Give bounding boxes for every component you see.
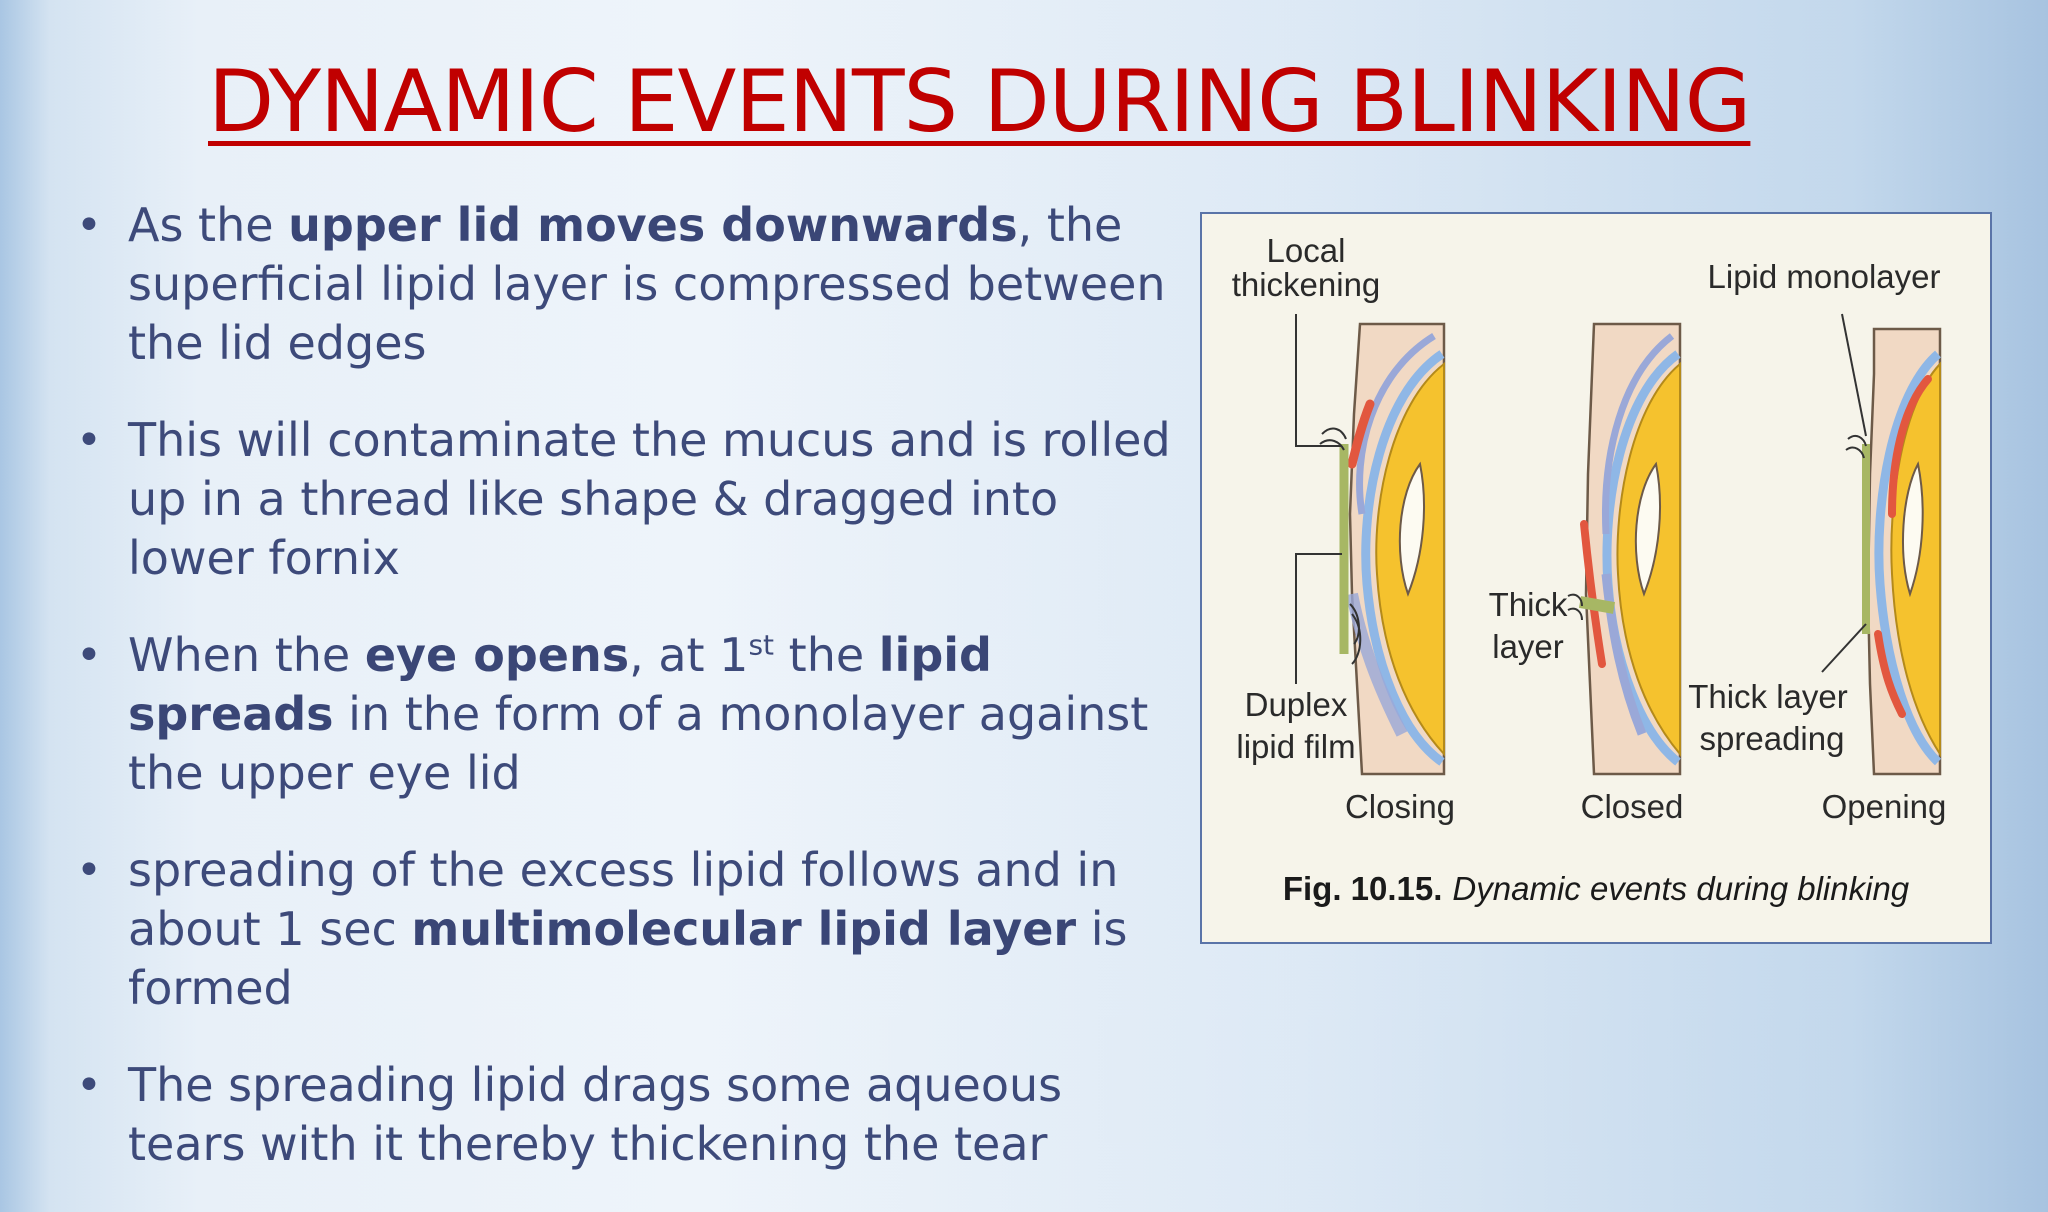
bullet-item-2 (76, 411, 1176, 588)
bullet-dot-icon: • (76, 200, 102, 251)
label-local-line2: thickening (1231, 266, 1381, 303)
bullet-3-superscript: st (748, 628, 775, 662)
bullet-4-text-pre: spreading of the excess lipid follows and in about 1 sec (128, 843, 1119, 956)
bullet-3-bold-2: lipid spreads (128, 628, 992, 741)
bullet-dot-icon: • (76, 415, 102, 466)
bullet-3-bold-1: eye opens (364, 628, 630, 682)
bullet-1-text-post: , the superficial lipid layer is compressed between the lid edges (128, 198, 1166, 370)
label-closing: Closing (1344, 788, 1456, 825)
bullet-item-4 (76, 841, 1176, 1018)
closed-eye-drawing (1568, 324, 1680, 774)
bullet-dot-icon: • (76, 845, 102, 896)
bullet-5-text: The spreading lipid drags some aqueous tears with it thereby thickening the tear (128, 1058, 1063, 1171)
bullet-1-text-pre: As the (128, 198, 289, 252)
bullet-list (76, 196, 1176, 1212)
label-local-line1: Local (1266, 232, 1346, 269)
bullet-3-text-mid: , at 1 (629, 628, 749, 682)
bullet-3-text-pre: When the (128, 628, 365, 682)
label-thick-line2: layer (1492, 628, 1564, 665)
bullet-item-3 (76, 626, 1176, 803)
slide-title: DYNAMIC EVENTS DURING BLINKING (208, 52, 1751, 152)
label-thick-spreading-line1: Thick layer (1688, 678, 1848, 715)
label-lipid-monolayer: Lipid monolayer (1707, 258, 1941, 295)
label-closed: Closed (1580, 788, 1684, 825)
bullet-dot-icon: • (76, 1060, 102, 1111)
blinking-diagram (1202, 214, 1990, 942)
bullet-dot-icon: • (76, 630, 102, 681)
figure-caption-number: Fig. 10.15. (1282, 870, 1443, 907)
label-duplex-line2: lipid film (1236, 728, 1356, 765)
blinking-figure (1200, 212, 1992, 944)
bullet-item-1 (76, 196, 1176, 373)
figure-caption-text: Dynamic events during blinking (1452, 870, 1910, 907)
bullet-2-text: This will contaminate the mucus and is rolled up in a thread like shape & dragged into lower fornix (128, 413, 1171, 585)
bullet-4-text-post: is formed (128, 902, 1128, 1015)
bullet-1-bold: upper lid moves downwards (288, 198, 1018, 252)
bullet-4-bold: multimolecular lipid layer (411, 902, 1077, 956)
bullet-item-5 (76, 1056, 1176, 1174)
label-opening: Opening (1821, 788, 1947, 825)
label-thick-spreading-line2: spreading (1699, 720, 1845, 757)
figure-caption (1283, 870, 1910, 907)
label-duplex-line1: Duplex (1244, 686, 1348, 723)
bullet-3-text-mid2: the (774, 628, 879, 682)
bullet-3-text-post: in the form of a monolayer against the upper eye lid (128, 687, 1149, 800)
label-thick-line1: Thick (1488, 586, 1568, 623)
